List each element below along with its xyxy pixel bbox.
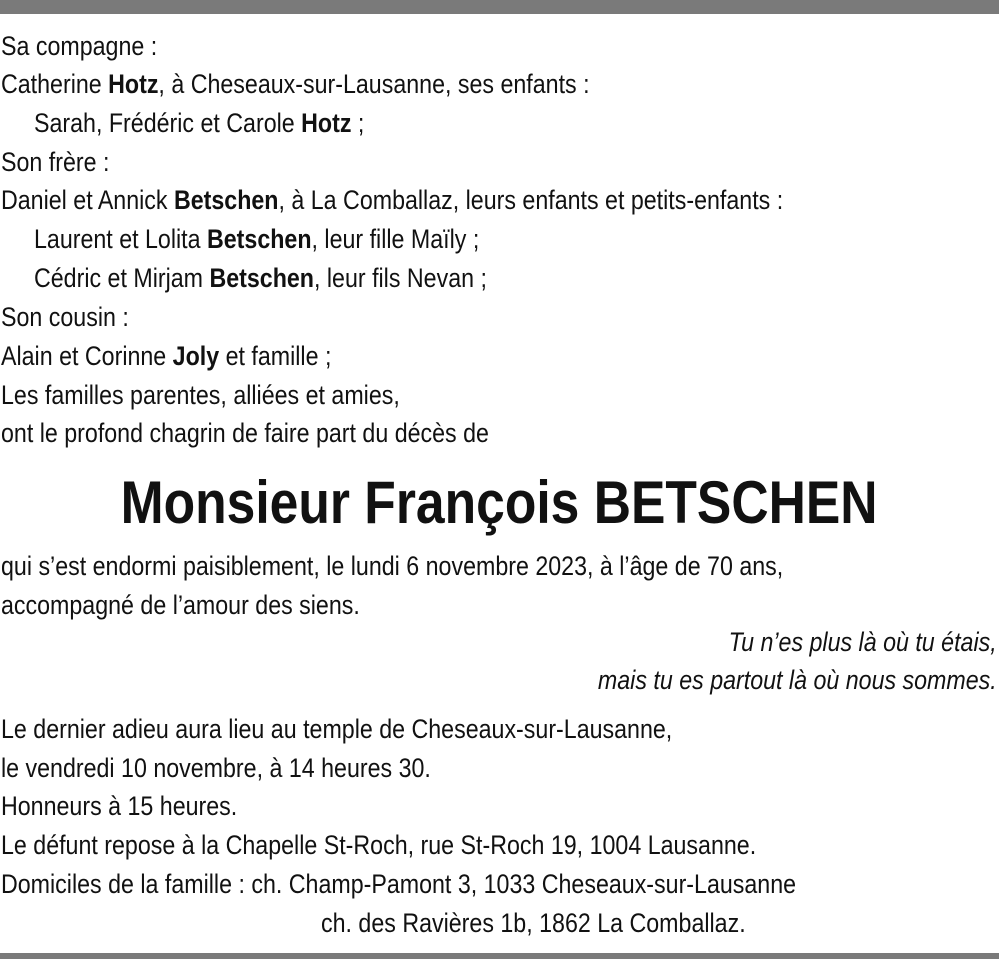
text-run: Cédric et Mirjam	[34, 263, 210, 293]
bottom-rule	[0, 953, 999, 959]
text-run: , à Cheseaux-sur-Lausanne, ses enfants :	[158, 69, 590, 99]
surname-betschen: Betschen	[209, 263, 314, 293]
text-run: Alain et Corinne	[1, 341, 173, 371]
family-line-8: Son cousin :	[1, 302, 129, 332]
ceremony-line-5: Domiciles de la famille : ch. Champ-Pamont 3, 1033 Cheseaux-sur-Lausanne	[1, 869, 797, 899]
family-line-7	[34, 259, 487, 297]
ceremony-line-6: ch. des Ravières 1b, 1862 La Comballaz.	[321, 908, 746, 938]
deceased-name	[0, 468, 999, 538]
family-line-6	[34, 220, 479, 258]
family-line-10: Les familles parentes, alliées et amies,	[1, 380, 400, 410]
family-line-5	[1, 181, 783, 219]
announcement-line-2: accompagné de l’amour des siens.	[1, 590, 360, 620]
ceremony-line-2: le vendredi 10 novembre, à 14 heures 30.	[1, 753, 431, 783]
text-run: , leur fils Nevan ;	[313, 263, 487, 293]
surname-hotz: Hotz	[301, 108, 352, 138]
text-run: , à La Comballaz, leurs enfants et petits-enfants :	[278, 185, 784, 215]
quote-line-2: mais tu es partout là où nous sommes.	[598, 665, 997, 695]
top-rule	[0, 0, 999, 14]
ceremony-line-4: Le défunt repose à la Chapelle St-Roch, rue St-Roch 19, 1004 Lausanne.	[1, 830, 757, 860]
text-run: ;	[351, 108, 365, 138]
family-line-4: Son frère :	[1, 147, 110, 177]
text-run: , leur fille Maïly ;	[311, 224, 480, 254]
announcement-line-1: qui s’est endormi paisiblement, le lundi 6 novembre 2023, à l’âge de 70 ans,	[1, 551, 784, 581]
text-run: Sarah, Frédéric et Carole	[34, 108, 302, 138]
text-run: Catherine	[1, 69, 109, 99]
family-line-3	[34, 104, 364, 142]
surname-joly: Joly	[172, 341, 220, 371]
text-run: et famille ;	[219, 341, 332, 371]
family-line-11: ont le profond chagrin de faire part du décès de	[1, 418, 489, 448]
family-line-9	[1, 337, 331, 375]
ceremony-line-1: Le dernier adieu aura lieu au temple de Cheseaux-sur-Lausanne,	[1, 714, 673, 744]
surname-hotz: Hotz	[108, 69, 159, 99]
quote-line-1: Tu n’es plus là où tu étais,	[728, 627, 997, 657]
ceremony-line-3: Honneurs à 15 heures.	[1, 791, 238, 821]
text-run: Daniel et Annick	[1, 185, 174, 215]
deceased-name-text: Monsieur François BETSCHEN	[121, 469, 878, 536]
text-run: Laurent et Lolita	[34, 224, 207, 254]
surname-betschen: Betschen	[173, 185, 279, 215]
family-line-1: Sa compagne :	[1, 31, 158, 61]
surname-betschen: Betschen	[206, 224, 312, 254]
family-line-2	[1, 65, 590, 103]
